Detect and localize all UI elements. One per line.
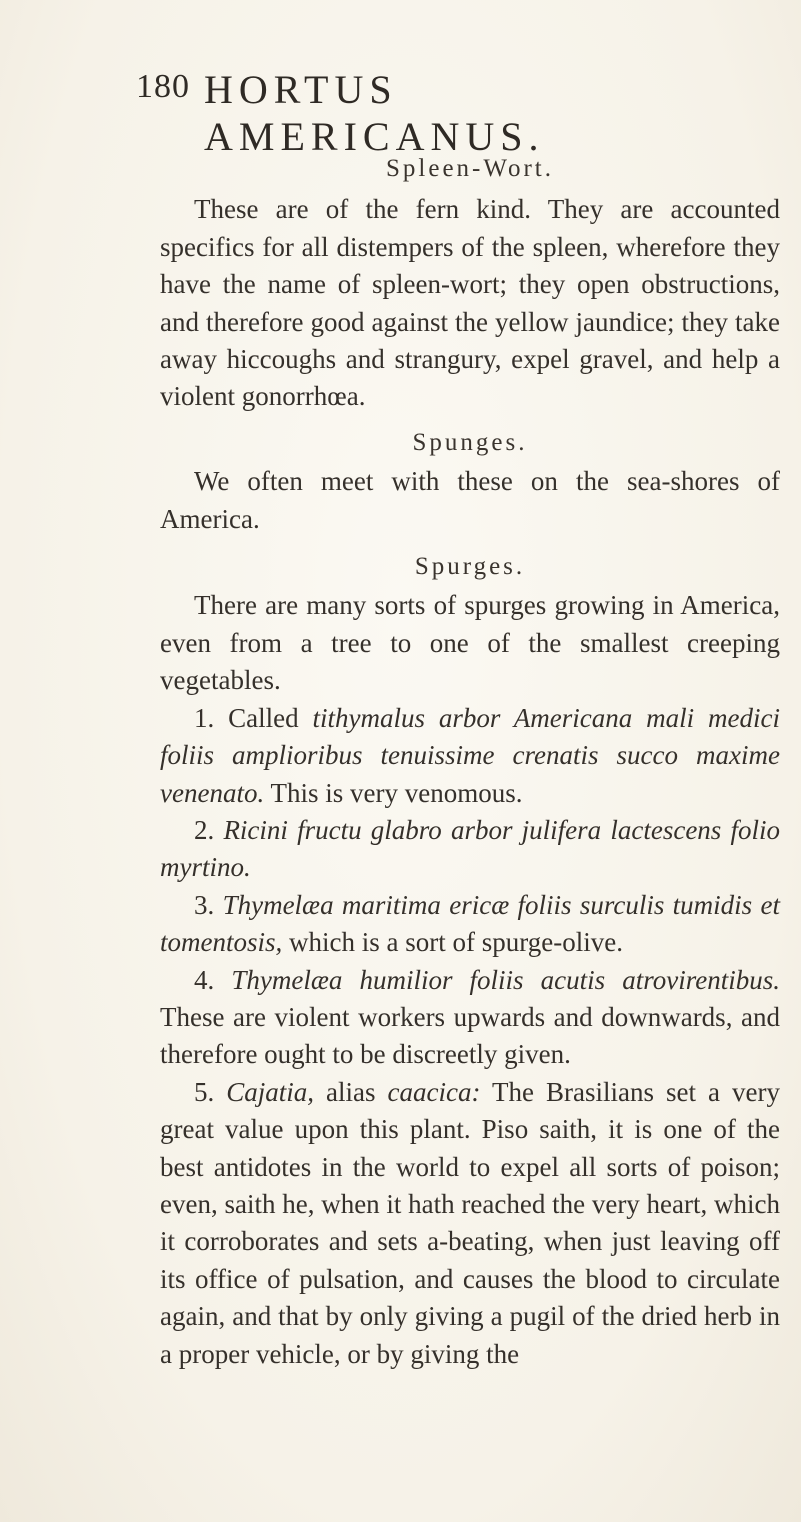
item-latin-name: Cajatia, [226, 1076, 315, 1107]
item-latin-name: Thymelæa humilior foliis acutis atrovirentibus. [231, 964, 780, 995]
page-number: 180 [136, 68, 190, 105]
item-description: This is very venomous. [270, 777, 523, 808]
section-heading-spurges: Spurges. [414, 553, 526, 581]
paragraph-spleen-wort: These are of the fern kind. They are accounted specifics for all distempers of the spleen, wherefore they have the name of spleen-wort; they open obstructions, and therefore good against the yellow jaundice; they take away hiccoughs and strangury, expel gravel, and help a violent gonorrhœa. [160, 194, 780, 412]
item-latin-name: Ricini fructu glabro arbor julifera lactescens folio myrtino. [160, 814, 781, 883]
item-pretext: Called [228, 702, 299, 733]
item-number: 2. [194, 814, 215, 845]
item-latin-name: Thymelæa maritima ericæ foliis surculis tumidis et tomentosis, [160, 889, 780, 958]
list-item [160, 1074, 780, 1373]
list-item [160, 700, 780, 812]
item-number: 3. [194, 889, 215, 920]
item-alias: alias [326, 1076, 376, 1107]
page-header [136, 62, 696, 159]
item-latin-alias: caacica: [387, 1076, 481, 1107]
paragraph-spunges: We often meet with these on the sea-shores of America. [160, 466, 780, 534]
list-item [160, 962, 780, 1074]
paragraph-spurges-intro: There are many sorts of spurges growing in America, even from a tree to one of the smallest creeping vegetables. [160, 590, 780, 696]
item-description: which is a sort of spurge-olive. [289, 927, 623, 958]
section-heading-spleen-wort: Spleen-Wort. [386, 155, 554, 182]
item-description: The Brasilians set a very great value upon this plant. Piso saith, it is one of the best antidotes in the world to expel all sorts of poison; even, saith he, when it hath reached the very heart, which it corroborates and sets a-beating, when just leaving off its office of pulsation, and causes the blood to circulate again, and that by only giving a pugil of the dried herb in a proper vehicle, or by giving the [160, 1076, 781, 1369]
item-number: 4. [194, 964, 215, 995]
item-number: 5. [194, 1076, 215, 1107]
list-item [160, 812, 780, 887]
item-number: 1. [194, 702, 215, 733]
page-body [160, 150, 780, 1373]
list-item [160, 887, 780, 962]
section-heading-spunges: Spunges. [412, 428, 528, 456]
item-latin-name: tithymalus arbor Americana mali medici foliis amplioribus tenuissime crenatis succo maxime venenato. [160, 702, 781, 808]
running-title: HORTUS AMERICANUS. [204, 67, 545, 159]
item-description: These are violent workers upwards and downwards, and therefore ought to be discreetly given. [160, 1001, 780, 1070]
